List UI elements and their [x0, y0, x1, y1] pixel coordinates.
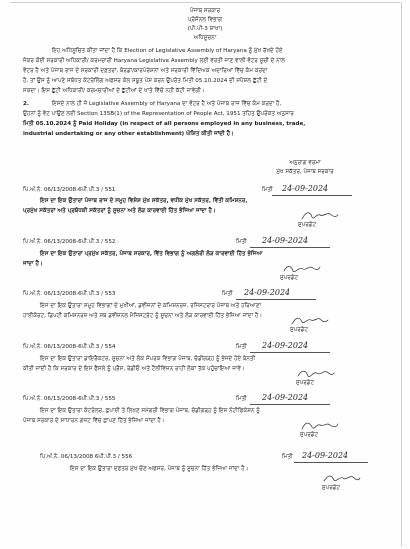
paragraph-line: ਇਹ ਅਧਿਸੂਚਿਤ ਕੀਤਾ ਜਾਂਦਾ ਹੈ ਕਿ Election of Legislative Assembly of Haryana ਨੂੰ ਮੁੱਖ ਰੱਖਦੇ ਹੋਏ — [52, 48, 283, 54]
signature — [282, 262, 322, 276]
paragraph-line: ਇਸਦੇ ਨਾਲ ਹੀ ਜੋ Legislative Assembly of Haryana ਦਾ ਵੋਟਰ ਹੈ ਅਤੇ ਪੰਜਾਬ ਰਾਜ ਵਿੱਚ ਕੰਮ ਕਰਦਾ ਹੈ, — [52, 101, 282, 107]
endorsement-ref: ਪਿ.ਅੰ.ਨੰ. 06/13/2008-6ਪੀ.ਪੀ.3 / 555 — [23, 396, 116, 402]
header-government: ਪੰਜਾਬ ਸਰਕਾਰ — [189, 8, 221, 14]
endorsement-ref: ਪਿ.ਅੰ.ਨੰ. 06/13/2008-6ਪੀ.ਪੀ.3 / 551 — [23, 187, 116, 193]
handwritten-date: 24-09-2024 — [262, 393, 309, 402]
date-underline — [250, 352, 330, 353]
endorsement-ref: ਪਿ.ਅੰ.ਨੰ. 06/13/2008-6ਪੀ.ਪੀ.3 / 554 — [23, 344, 116, 350]
endorsement-line: ਇਸ ਦਾ ਇਕ ਉਤਾਰਾ ਪ੍ਰਮੁੱਖ ਸਕੱਤਰ, ਪੰਜਾਬ ਸਰਕਾਰ, ਵਿੱਤ ਵਿਭਾਗ ਨੂੰ ਅਗਲੇਰੀ ਲੋੜ ਕਾਰਵਾਈ ਹਿੱਤ ਭੇਜਿਆ — [40, 251, 263, 257]
page-border-top — [10, 2, 400, 4]
signatory-title: ਸੁਪਰਡੰਟ — [296, 380, 315, 386]
page-border-right — [401, 2, 403, 547]
endorsement-ref: ਪਿ.ਅੰ.ਨੰ. 06/13/2008 6ਪੀ.ਪੀ.3 / 556 — [40, 454, 133, 460]
endorsement-line: ਇਸ ਦਾ ਇਕ ਉਤਾਰਾ ਪੰਜਾਬ ਰਾਜ ਦੇ ਸਮੂਹ ਵਿਸ਼ੇਸ਼ ਮੁੱਖ ਸਕੱਤਰ, ਵਧੀਕ ਮੁੱਖ ਸਕੱਤਰ, ਵਿੱਤੀ ਕਮਿਸ਼ਨਰ, — [40, 198, 248, 204]
signature — [296, 367, 336, 381]
date-label: ਮਿਤੀ — [222, 291, 233, 297]
date-underline — [294, 462, 368, 463]
date-underline — [272, 195, 352, 196]
signature — [322, 472, 362, 486]
handwritten-date: 24-09-2024 — [302, 451, 349, 460]
endorsement-ref: ਪਿ.ਅੰ.ਨੰ. 06/13/2008-6ਪੀ.ਪੀ.3 / 552 — [23, 239, 116, 245]
paragraph-line: ਉਹਨਾਂ ਨੂੰ ਵੋਟ ਪਾਉਣ ਲਈ Section 135B(1) of the Representation of People Act, 1951 ਤਹਿਤ ਉਪਰੋਕਤ ਅਨੁਸਾਰ — [23, 111, 294, 117]
date-label: ਮਿਤੀ — [236, 344, 247, 350]
paragraph-line: industrial undertaking or any other establishment) ਘੋਸ਼ਿਤ ਕੀਤੀ ਜਾਂਦੀ ਹੈ। — [23, 131, 234, 137]
signatory-title: ਸੁਪਰਡੰਟ — [322, 485, 341, 491]
signatory-title: ਸੁਪਰਡੰਟ — [298, 222, 317, 228]
handwritten-date: 24-09-2024 — [262, 236, 309, 245]
header-branch: (ਪੀ.ਪੀ-3 ਸ਼ਾਖਾ) — [187, 26, 223, 32]
paragraph-line: ਸਕਦਾ। ਇਸ ਛੁੱਟੀ ਅਧਿਕਾਰੀ/ ਕਰਮਚਾਰੀਆਂ ਦੇ ਛੁੱਟੀਆਂ ਦੇ ਖਾਤੇ ਵਿੱਚੋਂ ਨਹੀਂ ਕੱਟੀ ਜਾਵੇਗੀ। — [23, 88, 205, 94]
endorsement-line: ਇਸ ਦਾ ਇਕ ਉਤਾਰਾ ਕੰਟਰੋਲਰ, ਛਪਾਈ ਤੇ ਲਿਖਣ ਸਮੱਗਰੀ ਵਿਭਾਗ ਪੰਜਾਬ, ਚੰਡੀਗੜ੍ਹ ਨੂੰ ਇਸ ਨੋਟੀਫਿਕੇਸ਼ਨ ਨੂੰ — [40, 408, 260, 414]
endorsement-line: ਜਾਂਦਾ ਹੈ। — [23, 261, 43, 267]
paragraph-line: ਵੋਟਰ ਹੈ ਅਤੇ ਪੰਜਾਬ ਰਾਜ ਦੇ ਸਰਕਾਰੀ ਦਫ਼ਤਰਾਂ, ਬੋਰਡਾਂ/ਕਾਰਪੋਰੇਸ਼ਨਾਂ ਅਤੇ ਸਰਕਾਰੀ ਵਿੱਦਿਅਕ ਅਦਾਰਿਆਂ ਵਿੱਚ ਕੰਮ ਕਰਦਾ — [23, 68, 268, 74]
signature — [290, 314, 330, 328]
handwritten-date: 24-09-2024 — [262, 341, 309, 350]
signatory-title: ਸੁਪਰਡੰਟ — [290, 327, 309, 333]
date-label: ਮਿਤੀ — [282, 454, 293, 460]
date-underline — [236, 299, 316, 300]
paragraph-line: ਹੈ, ਤਾਂ ਉਸ ਨੂੰ ਆਪਣੇ ਸਬੰਧਤ ਕੰਟਰੋਲਿੰਗ ਅਫਸਰ ਕੋਲ ਸਬੂਤ ਪੇਸ਼ ਕਰਨ ਉਪਰੰਤ ਮਿਤੀ 05.10.2024 ਦੀ ਸਪੈਸ਼ਲ ਛੁੱਟੀ ਦੇ — [23, 78, 268, 84]
signatory-designation: ਮੁੱਖ ਸਕੱਤਰ, ਪੰਜਾਬ ਸਰਕਾਰ — [276, 169, 334, 175]
date-underline — [250, 247, 330, 248]
signature — [300, 419, 340, 433]
date-label: ਮਿਤੀ — [236, 396, 247, 402]
header-department: ਪ੍ਰੋਸੋਨਲ ਵਿਭਾਗ — [187, 17, 223, 23]
endorsement-line: ਇਸ ਦਾ ਇਕ ਉਤਾਰਾ ਸਮੂਹ ਵਿਭਾਗਾਂ ਦੇ ਮੁਖੀਆਂ, ਡਵੀਜ਼ਨਾਂ ਦੇ ਕਮਿਸ਼ਨਰਜ਼, ਰਜਿਸਟਰਾਰ ਪੰਜਾਬ ਅਤੇ ਹਰਿਆਣਾ — [40, 303, 262, 309]
endorsement-line: ਇਸ ਦਾ ਇਕ ਉਤਾਰਾ ਡਾਇਰੈਕਟਰ, ਸੂਚਨਾ ਅਤੇ ਲੋਕ ਸੰਪਰਕ ਵਿਭਾਗ ਪੰਜਾਬ, ਚੰਡੀਗੜ੍ਹ ਨੂੰ ਭੇਜਦੇ ਹੋਏ ਬੇਨਤੀ — [40, 356, 256, 362]
signatory-title: ਸੁਪਰਡੰਟ — [280, 275, 299, 281]
handwritten-date: 24-09-2024 — [244, 288, 291, 297]
signatory-title: ਸੁਪਰਡੰਟ — [300, 432, 319, 438]
endorsement-ref: ਪਿ.ਅੰ.ਨੰ. 06/13/2008-6ਪੀ.ਪੀ.3 / 553 — [23, 291, 116, 297]
date-label: ਮਿਤੀ — [236, 239, 247, 245]
date-label: ਮਿਤੀ — [262, 187, 273, 193]
endorsement-line: ਪੰਜਾਬ ਸਰਕਾਰ ਦੇ ਸਾਧਾਰਨ ਗਜ਼ਟ ਵਿੱਚ ਛਾਪਣ ਹਿੱਤ ਭੇਜਿਆ ਜਾਂਦਾ ਹੈ। — [23, 418, 165, 424]
header-title: ਅਧਿਸੂਚਨਾ — [193, 35, 217, 41]
endorsement-line: ਇਸ ਦਾ ਇਕ ਉਤਾਰਾ ਦਫ਼ਤਰ ਮੁੱਖ ਚੋਣ ਅਫਸਰ, ਪੰਜਾਬ ਨੂੰ ਸੂਚਨਾ ਹਿੱਤ ਭੇਜਿਆ ਜਾਂਦਾ ਹੈ। — [70, 466, 249, 472]
signature — [300, 209, 340, 223]
paragraph-number: 2. — [23, 101, 30, 107]
signatory-name: ਅਨੁਰਾਗ ਵਰਮਾ — [289, 160, 321, 166]
endorsement-line: ਹਾਈਕੋਰਟ, ਡਿਪਟੀ ਕਮਿਸ਼ਨਰਜ਼ ਅਤੇ ਸਬ ਡਵੀਜ਼ਨਲ ਮੈਜਿਸਟ੍ਰੇਟ ਨੂੰ ਸੂਚਨਾ ਅਤੇ ਲੋੜ ਕਾਰਵਾਈ ਹਿੱਤ ਭੇਜਿਆ ਜਾਂਦਾ ਹੈ। — [23, 313, 263, 319]
paragraph-line: ਜੋਕਰ ਕੋਈ ਸਰਕਾਰੀ ਅਧਿਕਾਰੀ/ ਕਰਮਚਾਰੀ Haryana Legislative Assembly ਲਈ ਵਰਤੀ ਜਾਣ ਵਾਲੀ ਵੋਟਰ ਸੂਚੀ ਦੇ ਨਾਲ — [23, 58, 285, 64]
handwritten-date: 24-09-2024 — [282, 184, 329, 193]
endorsement-line: ਪ੍ਰਮੁੱਖ ਸਕੱਤਰਾਂ ਅਤੇ ਪ੍ਰਬੰਧਕੀ ਸਕੱਤਰਾਂ ਨੂੰ ਸੂਚਨਾ ਅਤੇ ਲੋੜ ਕਾਰਵਾਈ ਹਿੱਤ ਭੇਜਿਆ ਜਾਂਦਾ ਹੈ। — [23, 208, 216, 214]
paragraph-line: ਮਿਤੀ 05.10.2024 ਨੂੰ Paid Holiday (in respect of all persons employed in any business, trade, — [23, 121, 306, 127]
endorsement-line: ਕੀਤੀ ਜਾਂਦੀ ਹੈ ਕਿ ਸਰਕਾਰ ਦੇ ਇਸ ਫੈਸਲੇ ਨੂੰ ਪ੍ਰੈਸ, ਰੇਡੀਓ ਅਤੇ ਟੈਲੀਵਿਜ਼ਨ ਰਾਹੀਂ ਲੋਕਾਂ ਤੱਕ ਪਹੁੰਚਾਇਆ ਜਾਵੇ। — [23, 366, 245, 372]
date-underline — [250, 404, 330, 405]
